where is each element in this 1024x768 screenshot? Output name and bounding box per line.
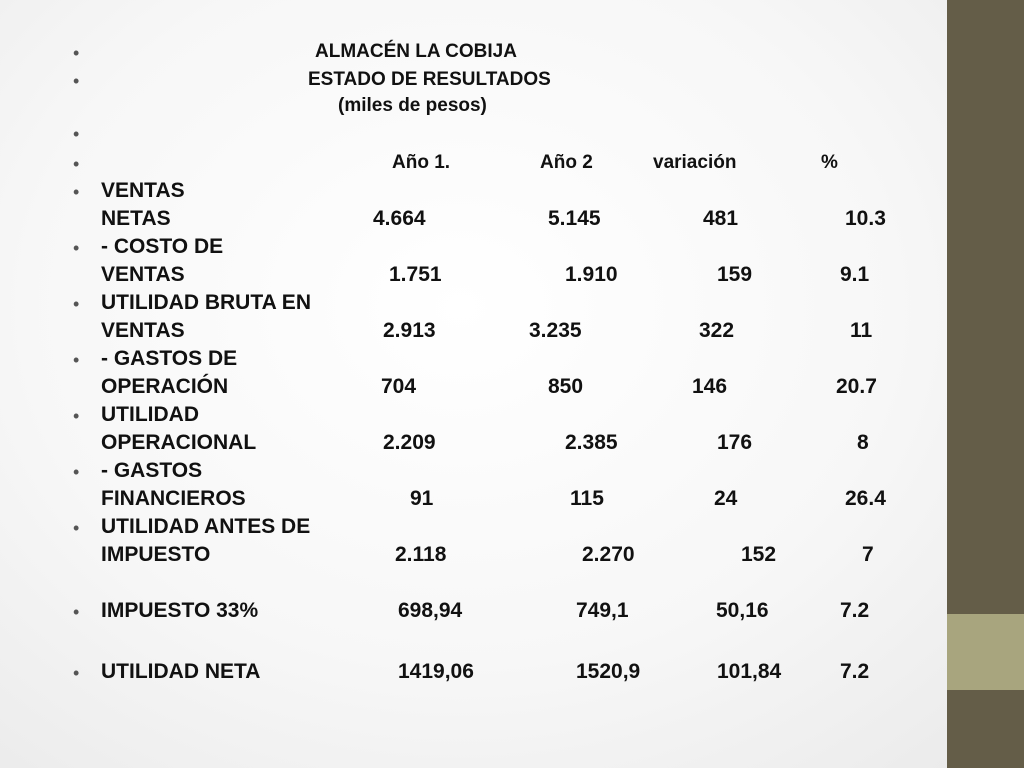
cell-percent: 8 — [857, 431, 869, 454]
cell-variation: 481 — [703, 207, 739, 230]
column-header-variation: variación — [653, 152, 737, 173]
cell-year1: 2.118 — [395, 543, 447, 566]
bullet: • — [73, 238, 80, 258]
bullet: • — [73, 462, 80, 482]
cell-year1: 2.913 — [383, 319, 436, 342]
subtitle: ESTADO DE RESULTADOS — [308, 69, 551, 90]
row-label-line2: IMPUESTO — [101, 543, 211, 566]
cell-year2: 5.145 — [548, 207, 601, 230]
units-label: (miles de pesos) — [338, 95, 487, 116]
cell-variation: 101,84 — [717, 660, 782, 683]
side-decoration-block — [947, 614, 1024, 690]
cell-year2: 1520,9 — [576, 660, 641, 683]
row-label-line1: - GASTOS DE — [101, 347, 238, 370]
bullet: • — [73, 154, 80, 174]
cell-year2: 1.910 — [565, 263, 618, 286]
cell-year1: 4.664 — [373, 207, 426, 230]
cell-year2: 2.270 — [582, 543, 635, 566]
row-label-line1: VENTAS — [101, 179, 185, 202]
cell-variation: 322 — [699, 319, 735, 342]
cell-year1: 91 — [410, 487, 434, 510]
cell-percent: 20.7 — [836, 375, 877, 398]
cell-year2: 115 — [570, 487, 604, 510]
title: ALMACÉN LA COBIJA — [315, 41, 517, 62]
row-label-line2: OPERACIÓN — [101, 375, 229, 398]
bullet: • — [73, 71, 80, 91]
cell-percent: 11 — [850, 319, 873, 342]
cell-percent: 10.3 — [845, 207, 886, 230]
cell-percent: 7 — [862, 543, 874, 566]
bullet: • — [73, 602, 80, 622]
cell-year1: 1.751 — [389, 263, 442, 286]
column-header-year1: Año 1. — [392, 152, 451, 173]
cell-percent: 7.2 — [840, 599, 870, 622]
bullet: • — [73, 663, 80, 683]
row-label-line1: - GASTOS — [101, 459, 203, 482]
cell-year2: 3.235 — [529, 319, 582, 342]
cell-variation: 50,16 — [716, 599, 769, 622]
cell-percent: 7.2 — [840, 660, 870, 683]
cell-year1: 2.209 — [383, 431, 436, 454]
bullet: • — [73, 518, 80, 538]
cell-variation: 24 — [714, 487, 738, 510]
row-label-line2: VENTAS — [101, 319, 185, 342]
cell-year2: 2.385 — [565, 431, 618, 454]
cell-percent: 26.4 — [845, 487, 886, 510]
row-label-line1: UTILIDAD BRUTA EN — [101, 291, 311, 314]
bullet: • — [73, 350, 80, 370]
bullet: • — [73, 406, 80, 426]
bullet: • — [73, 43, 80, 63]
row-label-line1: UTILIDAD — [101, 403, 199, 426]
row-label-line1: UTILIDAD NETA — [101, 660, 261, 683]
row-label-line1: UTILIDAD ANTES DE — [101, 515, 311, 538]
cell-variation: 146 — [692, 375, 728, 398]
row-label-line2: FINANCIEROS — [101, 487, 246, 510]
row-label-line2: OPERACIONAL — [101, 431, 257, 454]
cell-variation: 159 — [717, 263, 753, 286]
row-label-line1: - COSTO DE — [101, 235, 224, 258]
cell-variation: 176 — [717, 431, 753, 454]
column-header-percent: % — [821, 152, 838, 173]
row-label-line1: IMPUESTO 33% — [101, 599, 259, 622]
row-label-line2: NETAS — [101, 207, 171, 230]
row-label-line2: VENTAS — [101, 263, 185, 286]
bullet: • — [73, 294, 80, 314]
bullet: • — [73, 182, 80, 202]
cell-year1: 698,94 — [398, 599, 463, 622]
cell-year1: 1419,06 — [398, 660, 474, 683]
cell-variation: 152 — [741, 543, 777, 566]
cell-percent: 9.1 — [840, 263, 870, 286]
bullet: • — [73, 124, 80, 144]
cell-year1: 704 — [381, 375, 417, 398]
cell-year2: 749,1 — [576, 599, 629, 622]
cell-year2: 850 — [548, 375, 584, 398]
column-header-year2: Año 2 — [540, 152, 593, 173]
